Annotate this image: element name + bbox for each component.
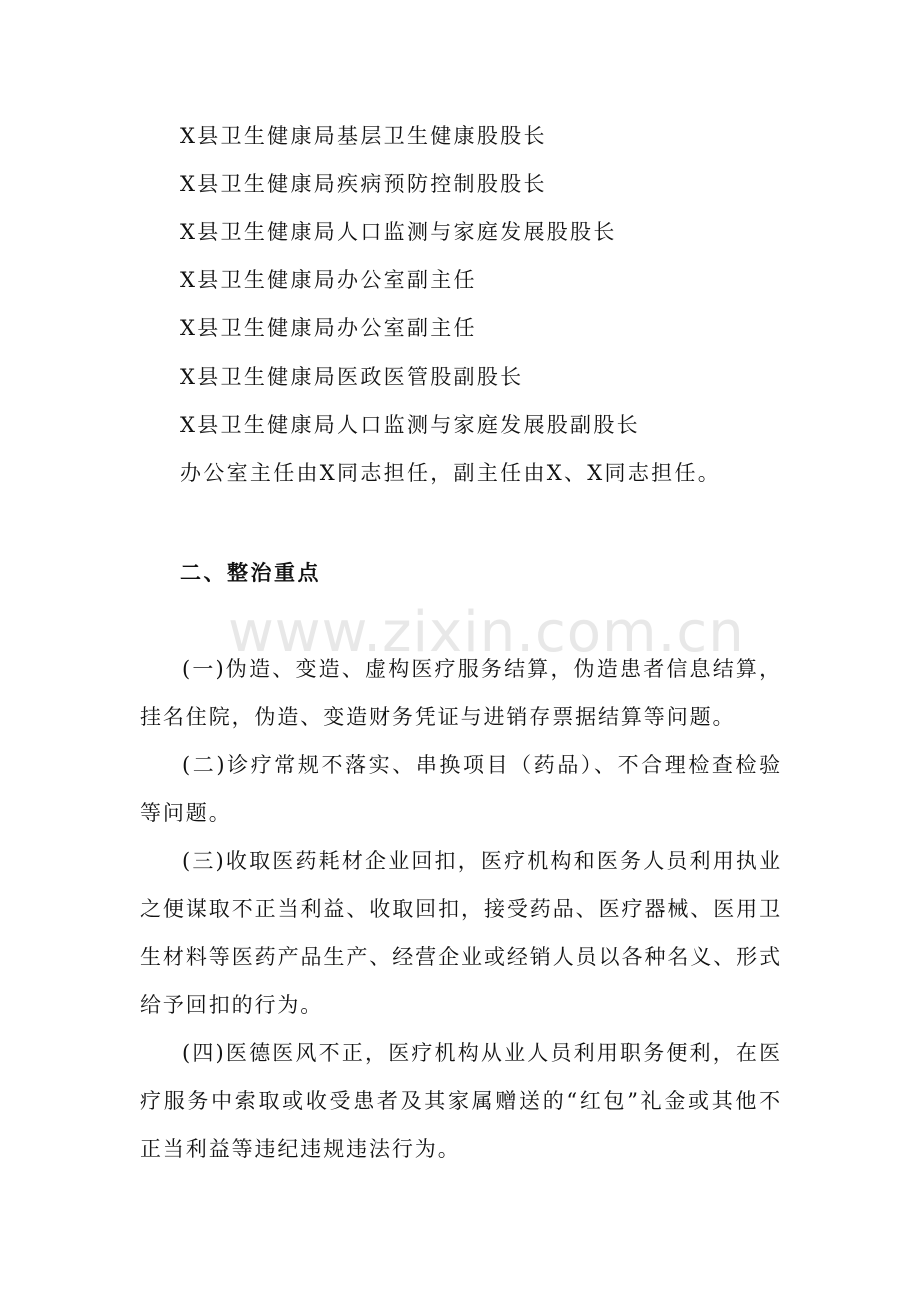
office-note: 办公室主任由X同志担任，副主任由X、X同志担任。 bbox=[180, 461, 722, 485]
member-line: X县卫生健康局人口监测与家庭发展股副股长 bbox=[180, 413, 640, 437]
member-line: X县卫生健康局办公室副主任 bbox=[180, 268, 477, 292]
paragraph-item-1: (一)伪造、变造、虚构医疗服务结算，伪造患者信息结算，挂名住院，伪造、变造财务凭证与进销存票据结算等问题。 bbox=[140, 657, 782, 729]
member-line: X县卫生健康局办公室副主任 bbox=[180, 316, 477, 340]
paragraph-item-4: (四)医德医风不正，医疗机构从业人员利用职务便利，在医疗服务中索取或收受患者及其家属赠送的“红包”礼金或其他不正当利益等违纪违规违法行为。 bbox=[140, 1041, 782, 1161]
section-heading: 二、整治重点 bbox=[180, 561, 321, 585]
member-line: X县卫生健康局医政医管股副股长 bbox=[180, 365, 524, 389]
member-line: X县卫生健康局人口监测与家庭发展股股长 bbox=[180, 220, 617, 244]
paragraph-item-2: (二)诊疗常规不落实、串换项目（药品）、不合理检查检验等问题。 bbox=[140, 753, 782, 825]
member-line: X县卫生健康局疾病预防控制股股长 bbox=[180, 172, 547, 196]
paragraph-item-3: (三)收取医药耗材企业回扣，医疗机构和医务人员利用执业之便谋取不正当利益、收取回扣，接受药品、医疗器械、医用卫生材料等医药产品生产、经营企业或经销人员以各种名义、形式给予回扣的行为。 bbox=[140, 849, 782, 1017]
watermark: www.zixin.com.cn bbox=[228, 600, 745, 665]
member-line: X县卫生健康局基层卫生健康股股长 bbox=[180, 124, 547, 148]
